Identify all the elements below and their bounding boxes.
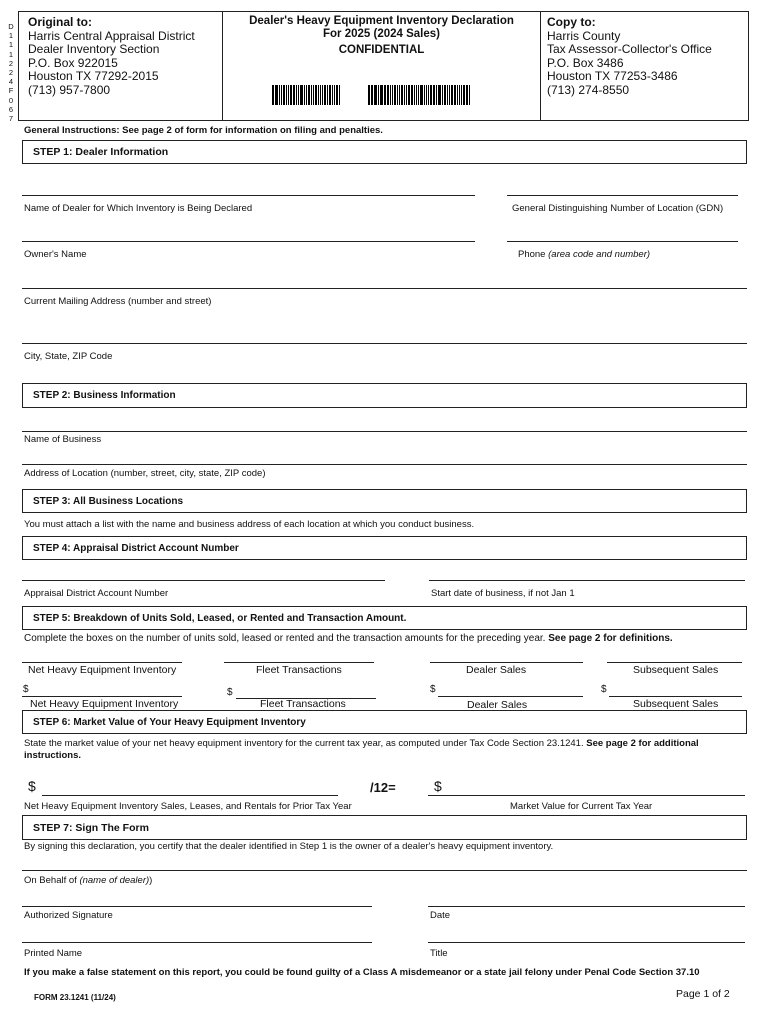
phone-label xyxy=(518,249,650,260)
owner-name-field[interactable] xyxy=(22,241,475,242)
col3-top-rule xyxy=(430,662,583,663)
barcode-bar xyxy=(394,85,396,105)
dealer-amount-field[interactable] xyxy=(438,696,583,697)
form-side-code xyxy=(7,22,15,123)
side-code-char: 2 xyxy=(8,58,14,68)
start-date-label: Start date of business, if not Jan 1 xyxy=(431,588,575,599)
barcode-bar xyxy=(426,85,427,105)
barcode-bar xyxy=(322,85,323,105)
original-to-box xyxy=(18,11,223,121)
barcode-bar xyxy=(318,85,319,105)
dealer-name-label: Name of Dealer for Which Inventory is Being Declared xyxy=(24,203,253,214)
barcode-bar xyxy=(420,85,423,105)
barcode-bar xyxy=(378,85,379,105)
dollar-sign: $ xyxy=(601,684,607,695)
barcode-bar xyxy=(275,85,278,105)
barcode-bar xyxy=(463,85,465,105)
step6-text xyxy=(24,738,748,761)
copy-line: P.O. Box 3486 xyxy=(547,55,624,70)
barcode-left xyxy=(272,85,341,105)
barcode-bar xyxy=(457,85,458,105)
barcode-bar xyxy=(442,85,443,105)
title-label: Title xyxy=(430,948,448,959)
col1-top-rule xyxy=(22,662,182,663)
barcode-bar xyxy=(332,85,333,105)
barcode-bar xyxy=(418,85,419,105)
barcode-bar xyxy=(406,85,407,105)
barcode-bar xyxy=(399,85,400,105)
side-code-char: 7 xyxy=(8,114,14,124)
barcode-bar xyxy=(411,85,413,105)
side-code-char: 6 xyxy=(8,104,14,114)
barcode-bar xyxy=(272,85,274,105)
fleet-units-label: Fleet Transactions xyxy=(256,664,342,676)
original-line: Dealer Inventory Section xyxy=(28,42,160,56)
on-behalf-label: On Behalf of (name of dealer)) xyxy=(24,875,153,886)
step5-header xyxy=(22,606,747,630)
barcode-bar xyxy=(293,85,295,105)
barcode-bar xyxy=(436,85,437,105)
dollar-sign: $ xyxy=(227,687,233,698)
side-code-char: 1 xyxy=(8,40,14,50)
gdn-label: General Distinguishing Number of Location (GDN) xyxy=(512,203,724,214)
divide-by-twelve: /12= xyxy=(370,780,396,795)
owner-name-label: Owner's Name xyxy=(24,249,87,260)
barcode-bar xyxy=(469,85,470,105)
fleet-amount-label: Fleet Transactions xyxy=(260,698,346,710)
barcode-bar xyxy=(296,85,297,105)
mailing-address-field[interactable] xyxy=(22,288,747,289)
side-code-char: F xyxy=(8,86,14,96)
copy-line: (713) 274-8550 xyxy=(547,82,630,97)
barcode-bar xyxy=(371,85,373,105)
on-behalf-field[interactable] xyxy=(22,870,747,871)
barcode-bar xyxy=(414,85,415,105)
barcode-bar xyxy=(298,85,299,105)
start-date-field[interactable] xyxy=(429,580,745,581)
signature-field[interactable] xyxy=(22,906,372,907)
step6-header xyxy=(22,710,747,734)
barcode-bar xyxy=(428,85,429,105)
prior-year-sales-label: Net Heavy Equipment Inventory Sales, Leases, and Rentals for Prior Tax Year xyxy=(24,801,352,812)
net-inventory-amount-label: Net Heavy Equipment Inventory xyxy=(30,698,179,710)
printed-name-field[interactable] xyxy=(22,942,372,943)
market-value-field[interactable] xyxy=(428,795,745,796)
barcode-bar xyxy=(451,85,453,105)
title-field[interactable] xyxy=(428,942,745,943)
copy-to-box xyxy=(540,11,749,121)
dealer-units-label: Dealer Sales xyxy=(466,664,527,676)
on-behalf-hint: (name of dealer) xyxy=(79,875,150,886)
barcode-bar xyxy=(397,85,398,105)
net-inventory-units-label: Net Heavy Equipment Inventory xyxy=(28,664,177,676)
barcode-bar xyxy=(390,85,391,105)
gdn-field[interactable] xyxy=(507,195,738,196)
barcode-bar xyxy=(384,85,386,105)
prior-year-dollar: $ xyxy=(28,778,36,794)
barcode-bar xyxy=(281,85,282,105)
step2-header xyxy=(22,383,747,408)
original-to-heading: Original to: xyxy=(28,15,92,29)
barcode-bar xyxy=(327,85,328,105)
barcode-bar xyxy=(444,85,446,105)
side-code-char: 0 xyxy=(8,95,14,105)
phone-label-text: Phone xyxy=(518,249,546,260)
city-state-zip-field[interactable] xyxy=(22,343,747,344)
barcode-bar xyxy=(380,85,383,105)
account-number-label: Appraisal District Account Number xyxy=(24,588,169,599)
step7-text: By signing this declaration, you certify that the dealer identified in Step 1 is the owner of a dealer's heavy equipment inventory. xyxy=(24,841,554,852)
step1-header xyxy=(22,140,747,164)
barcode-right xyxy=(368,85,471,105)
copy-line: Harris County xyxy=(547,28,621,43)
barcode-bar xyxy=(308,85,310,105)
barcode-bar xyxy=(461,85,462,105)
step5-title: STEP 5: Breakdown of Units Sold, Leased, or Rented and Transaction Amount. xyxy=(33,612,407,624)
side-code-char: 2 xyxy=(8,68,14,78)
form-subtitle: For 2025 (2024 Sales) xyxy=(323,28,440,40)
step5-text xyxy=(24,633,673,644)
title-box xyxy=(222,11,541,121)
barcode-bar xyxy=(290,85,292,105)
printed-name-label: Printed Name xyxy=(24,948,83,959)
barcode-bar xyxy=(304,85,305,105)
barcode-bar xyxy=(387,85,389,105)
side-code-char: 1 xyxy=(8,31,14,41)
original-line: (713) 957-7800 xyxy=(28,82,111,97)
step3-header xyxy=(22,489,747,513)
barcode-bar xyxy=(315,85,317,105)
barcode-bar xyxy=(279,85,280,105)
business-name-field[interactable] xyxy=(22,431,747,432)
step4-header xyxy=(22,536,747,560)
original-line: Houston TX 77292-2015 xyxy=(28,69,159,83)
barcode-bar xyxy=(454,85,456,105)
step3-text: You must attach a list with the name and business address of each location at which you conduct business. xyxy=(24,519,475,530)
barcode-bar xyxy=(374,85,377,105)
city-state-zip-label: City, State, ZIP Code xyxy=(24,351,113,362)
barcode-bar xyxy=(311,85,312,105)
barcode-bar xyxy=(334,85,335,105)
barcode-bar xyxy=(320,85,321,105)
subsequent-amount-label: Subsequent Sales xyxy=(633,698,719,710)
barcode-bar xyxy=(466,85,468,105)
market-value-dollar: $ xyxy=(434,778,442,794)
phone-hint: (area code and number) xyxy=(548,249,651,260)
general-instructions: General Instructions: See page 2 of form for information on filing and penalties. xyxy=(24,125,383,136)
dealer-amount-label: Dealer Sales xyxy=(467,699,528,711)
original-line: Harris Central Appraisal District xyxy=(28,28,195,43)
mailing-address-label: Current Mailing Address (number and street) xyxy=(24,296,212,307)
barcode-bar xyxy=(283,85,285,105)
barcode-bar xyxy=(433,85,435,105)
signature-label: Authorized Signature xyxy=(24,910,113,921)
form-title: Dealer's Heavy Equipment Inventory Declaration xyxy=(249,15,514,27)
date-field[interactable] xyxy=(428,906,745,907)
barcode-bar xyxy=(459,85,460,105)
barcode-bar xyxy=(416,85,417,105)
date-label: Date xyxy=(430,910,451,921)
barcode-bar xyxy=(329,85,331,105)
account-number-field[interactable] xyxy=(22,580,385,581)
step6-title: STEP 6: Market Value of Your Heavy Equipment Inventory xyxy=(33,716,306,728)
barcode-bar xyxy=(368,85,370,105)
market-value-label: Market Value for Current Tax Year xyxy=(510,801,653,812)
step3-title: STEP 3: All Business Locations xyxy=(33,495,184,507)
barcode-bar xyxy=(324,85,326,105)
page-number: Page 1 of 2 xyxy=(676,988,730,1000)
prior-year-sales-field[interactable] xyxy=(42,795,338,796)
net-inventory-amount-field[interactable] xyxy=(22,696,182,697)
barcode-bar xyxy=(438,85,441,105)
on-behalf-text: On Behalf of xyxy=(24,875,77,886)
dealer-name-field[interactable] xyxy=(22,195,475,196)
barcode-bar xyxy=(449,85,450,105)
step5-text-bold: See page 2 for definitions. xyxy=(548,633,673,644)
col4-top-rule xyxy=(607,662,742,663)
copy-to-heading: Copy to: xyxy=(547,15,596,29)
barcode-bar xyxy=(401,85,403,105)
barcode-bar xyxy=(404,85,405,105)
subsequent-amount-field[interactable] xyxy=(609,696,742,697)
side-code-char: 4 xyxy=(8,77,14,87)
original-line: P.O. Box 922015 xyxy=(28,55,118,70)
barcode-bar xyxy=(447,85,448,105)
barcode-bar xyxy=(336,85,338,105)
business-address-field[interactable] xyxy=(22,464,747,465)
confidential-label: CONFIDENTIAL xyxy=(338,44,425,56)
barcode-bar xyxy=(288,85,289,105)
step6-text-bold: See page 2 for additional instructions. xyxy=(24,738,699,761)
step7-title: STEP 7: Sign The Form xyxy=(33,821,149,834)
subsequent-units-label: Subsequent Sales xyxy=(633,664,719,676)
business-name-label: Name of Business xyxy=(24,434,102,445)
dollar-sign: $ xyxy=(430,684,436,695)
step4-title: STEP 4: Appraisal District Account Number xyxy=(33,542,239,554)
form-number: FORM 23.1241 (11/24) xyxy=(34,993,116,1002)
barcode-bar xyxy=(313,85,314,105)
step6-text-body: State the market value of your net heavy equipment inventory for the current tax year, as computed under Tax Code Section 23.1241. xyxy=(24,738,584,749)
phone-field[interactable] xyxy=(507,241,738,242)
side-code-char: D xyxy=(8,22,14,31)
dollar-sign: $ xyxy=(23,684,29,695)
barcode-bar xyxy=(286,85,287,105)
step1-title: STEP 1: Dealer Information xyxy=(33,146,169,158)
copy-line: Houston TX 77253-3486 xyxy=(547,69,678,83)
barcode-bar xyxy=(430,85,432,105)
step2-title: STEP 2: Business Information xyxy=(33,390,176,401)
side-code-char: 1 xyxy=(8,49,14,59)
step5-text-body: Complete the boxes on the number of units sold, leased or rented and the transaction amounts for the preceding year. xyxy=(24,633,546,644)
step7-header xyxy=(22,815,747,840)
copy-line: Tax Assessor-Collector's Office xyxy=(547,42,712,56)
col2-top-rule xyxy=(224,662,374,663)
barcode-bar xyxy=(300,85,303,105)
false-statement-warning: If you make a false statement on this report, you could be found guilty of a Class A misdemeanor or a state jail felony under Penal Code Section 37.10 xyxy=(24,967,700,978)
business-address-label: Address of Location (number, street, city, state, ZIP code) xyxy=(24,468,266,479)
barcode-bar xyxy=(392,85,393,105)
barcode-bar xyxy=(424,85,425,105)
barcode-bar xyxy=(408,85,410,105)
barcode-bar xyxy=(339,85,340,105)
barcode-bar xyxy=(306,85,307,105)
